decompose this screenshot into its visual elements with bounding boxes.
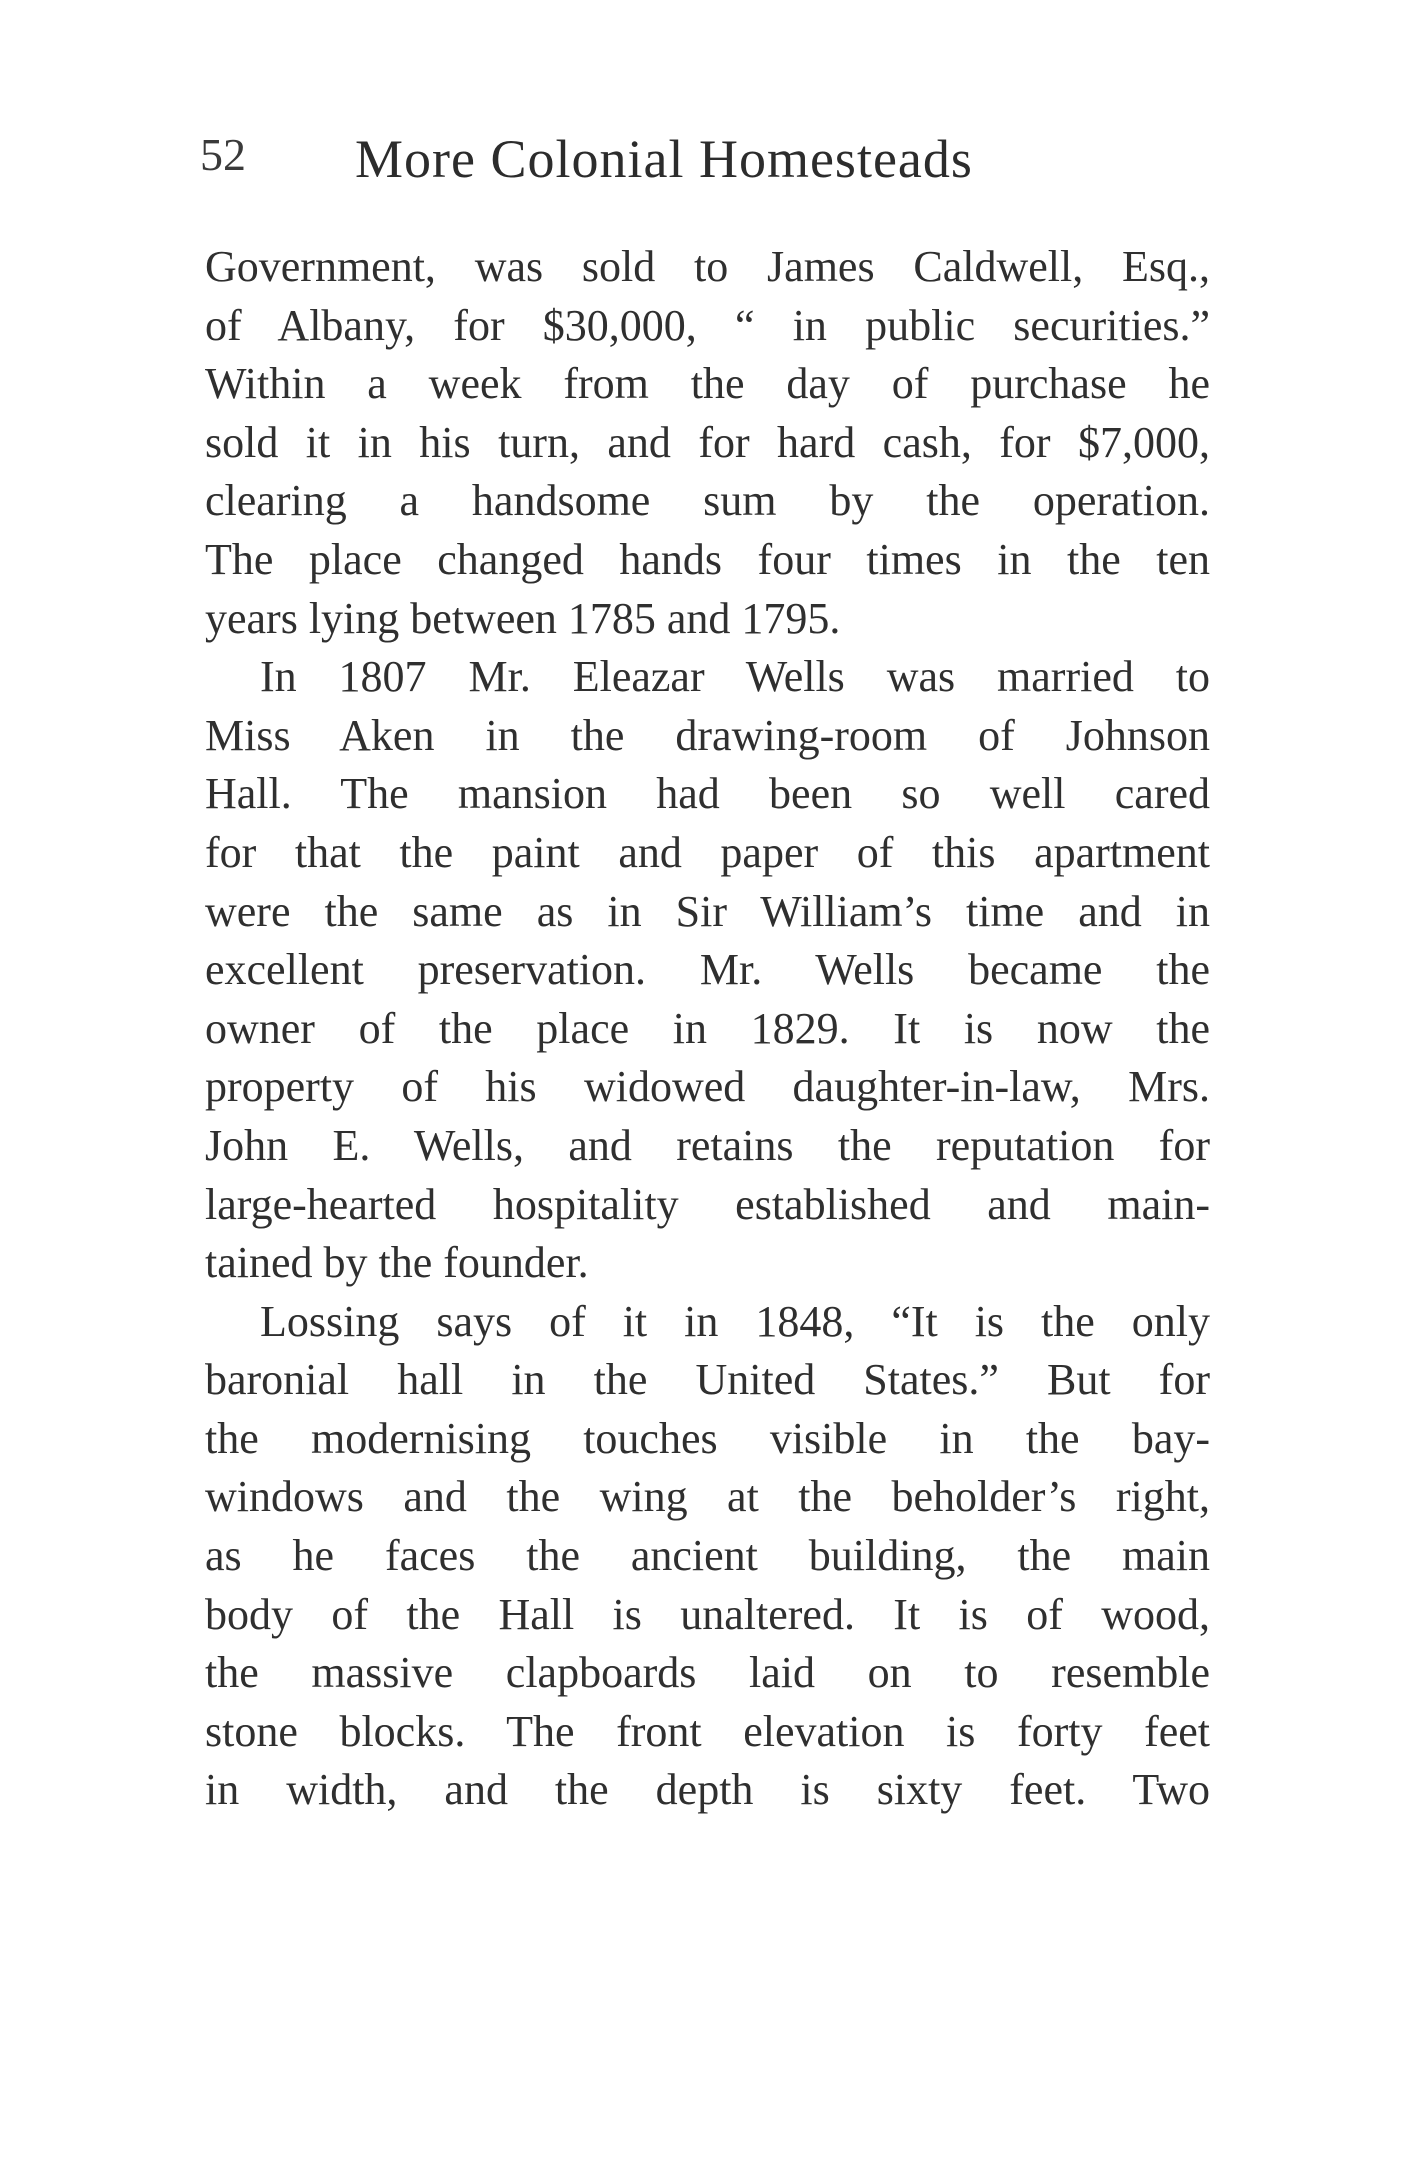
text-line: Miss Aken in the drawing-room of Johnson [205, 710, 1210, 760]
text-line: tained by the founder. [205, 1238, 589, 1288]
text-line: for that the paint and paper of this apartment [205, 827, 1210, 877]
page-number: 52 [200, 129, 246, 180]
paragraph-start-line: In 1807 Mr. Eleazar Wells was married to [260, 652, 1210, 702]
text-line: clearing a handsome sum by the operation. [205, 476, 1210, 526]
text-line: sold it in his turn, and for hard cash, for $7,000, [205, 417, 1210, 467]
text-line: the modernising touches visible in the bay- [205, 1413, 1210, 1463]
text-line: Within a week from the day of purchase he [205, 359, 1210, 409]
text-line: excellent preservation. Mr. Wells became the [205, 945, 1210, 995]
text-line: the massive clapboards laid on to resemble [205, 1648, 1210, 1698]
paragraph-start-line: Lossing says of it in 1848, “It is the only [260, 1296, 1210, 1346]
text-line: were the same as in Sir William’s time and in [205, 886, 1210, 936]
text-line: body of the Hall is unaltered. It is of wood, [205, 1589, 1210, 1639]
running-title: More Colonial Homesteads [355, 129, 973, 189]
page-header [200, 128, 1220, 188]
text-line: The place changed hands four times in the ten [205, 534, 1210, 584]
text-line: Government, was sold to James Caldwell, Esq., [205, 242, 1210, 291]
text-line: years lying between 1785 and 1795. [205, 593, 841, 643]
text-line: as he faces the ancient building, the main [205, 1531, 1210, 1581]
text-line: stone blocks. The front elevation is forty feet [205, 1706, 1210, 1756]
text-line: owner of the place in 1829. It is now the [205, 1003, 1210, 1053]
text-line: large-hearted hospitality established and main- [205, 1179, 1210, 1229]
text-line: of Albany, for $30,000, “ in public securities.” [205, 300, 1210, 350]
body-text [205, 238, 1210, 1820]
text-line: baronial hall in the United States.” But for [205, 1355, 1210, 1405]
text-line: John E. Wells, and retains the reputation for [205, 1120, 1210, 1170]
text-line: Hall. The mansion had been so well cared [205, 769, 1210, 819]
text-line: windows and the wing at the beholder’s right, [205, 1472, 1210, 1522]
text-line: property of his widowed daughter-in-law, Mrs. [205, 1062, 1210, 1112]
text-line: in width, and the depth is sixty feet. Two [205, 1765, 1210, 1815]
